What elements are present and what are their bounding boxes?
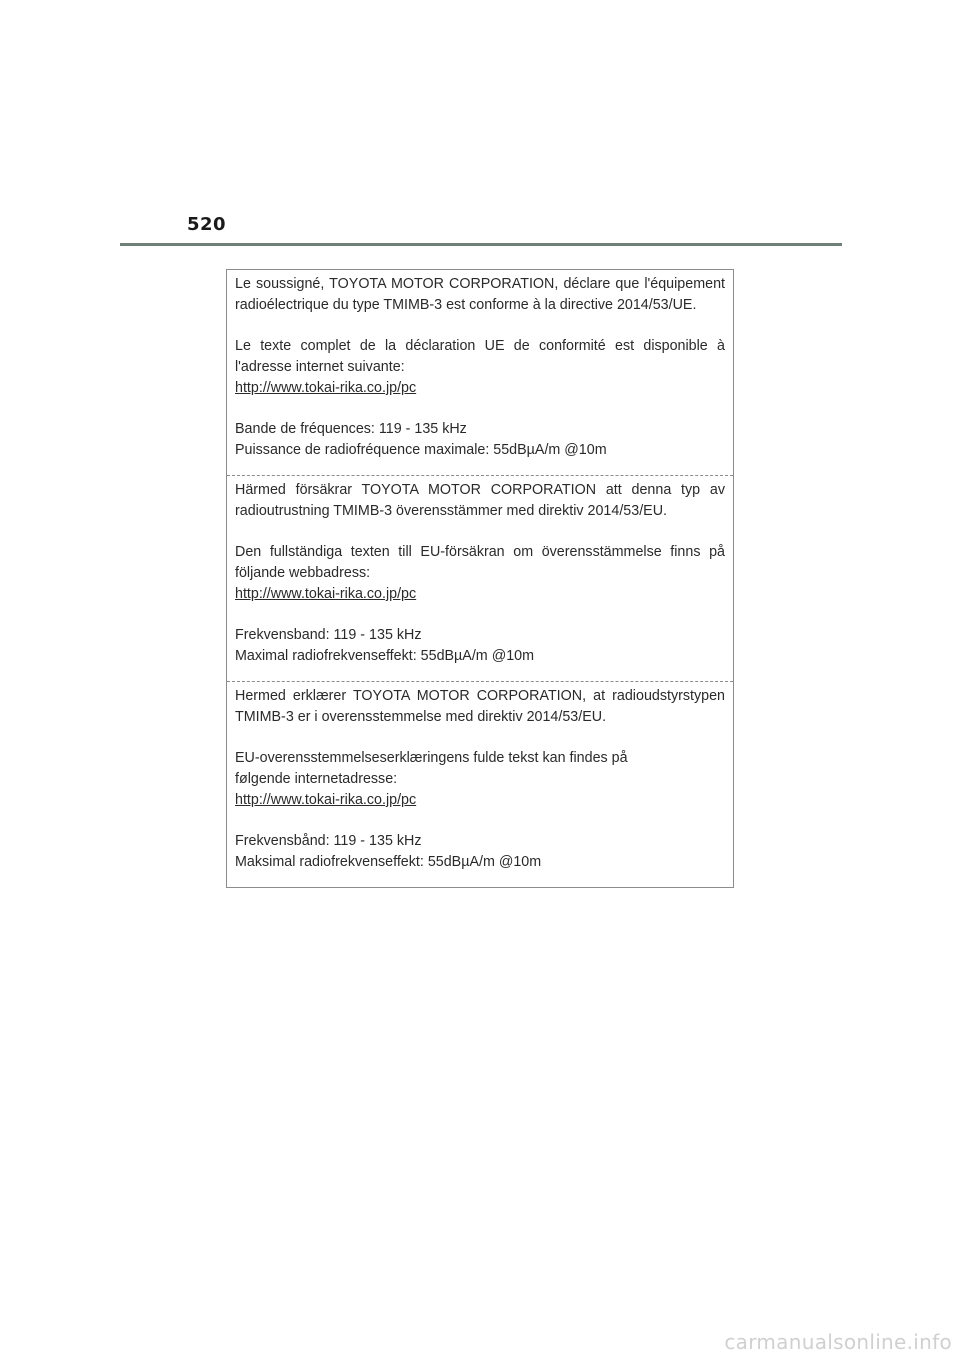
declaration-text: Härmed försäkrar TOYOTA MOTOR CORPORATION att denna typ av radioutrustning TMIMB-3 överensstämmer med direktiv 2014/53/EU.	[235, 482, 725, 519]
max-power: Maksimal radiofrekvenseffekt: 55dBµA/m @10m	[235, 854, 542, 870]
max-power: Puissance de radiofréquence maximale: 55dBµA/m @10m	[235, 442, 607, 458]
availability-block	[235, 336, 725, 399]
section-danish	[227, 681, 733, 887]
frequency-band: Bande de fréquences: 119 - 135 kHz	[235, 421, 467, 437]
frequency-band: Frekvensbånd: 119 - 135 kHz	[235, 833, 422, 849]
section-swedish	[227, 475, 733, 681]
declaration-url-link[interactable]: http://www.tokai-rika.co.jp/pc	[235, 586, 417, 602]
frequency-band: Frekvensband: 119 - 135 kHz	[235, 627, 422, 643]
availability-intro: Den fullständiga texten till EU-försäkran om överensstämmelse finns på följande webbadress:	[235, 544, 725, 581]
availability-block	[235, 748, 725, 811]
section-french	[227, 270, 733, 475]
technical-specs	[235, 419, 725, 461]
page-number: 520	[187, 214, 227, 235]
site-watermark: carmanualsonline.info	[724, 1330, 952, 1354]
declaration-text: Hermed erklærer TOYOTA MOTOR CORPORATION, at radioudstyrstypen TMIMB-3 er i overensstemmelse med direktiv 2014/53/EU.	[235, 688, 725, 725]
declaration-url-link[interactable]: http://www.tokai-rika.co.jp/pc	[235, 792, 417, 808]
declaration-box	[226, 269, 734, 888]
declaration-text: Le soussigné, TOYOTA MOTOR CORPORATION, déclare que l'équipement radioélectrique du type TMIMB-3 est conforme à la directive 2014/53/UE.	[235, 276, 725, 313]
technical-specs	[235, 625, 725, 667]
max-power: Maximal radiofrekvenseffekt: 55dBµA/m @10m	[235, 648, 535, 664]
availability-block	[235, 542, 725, 605]
header-rule	[120, 243, 842, 246]
availability-intro-line-2: følgende internetadresse:	[235, 771, 398, 787]
availability-intro-line-1: EU-overensstemmelseserklæringens fulde tekst kan findes på	[235, 750, 628, 766]
technical-specs	[235, 831, 725, 873]
availability-intro: Le texte complet de la déclaration UE de conformité est disponible à l'adresse internet suivante:	[235, 338, 725, 375]
declaration-url-link[interactable]: http://www.tokai-rika.co.jp/pc	[235, 380, 417, 396]
